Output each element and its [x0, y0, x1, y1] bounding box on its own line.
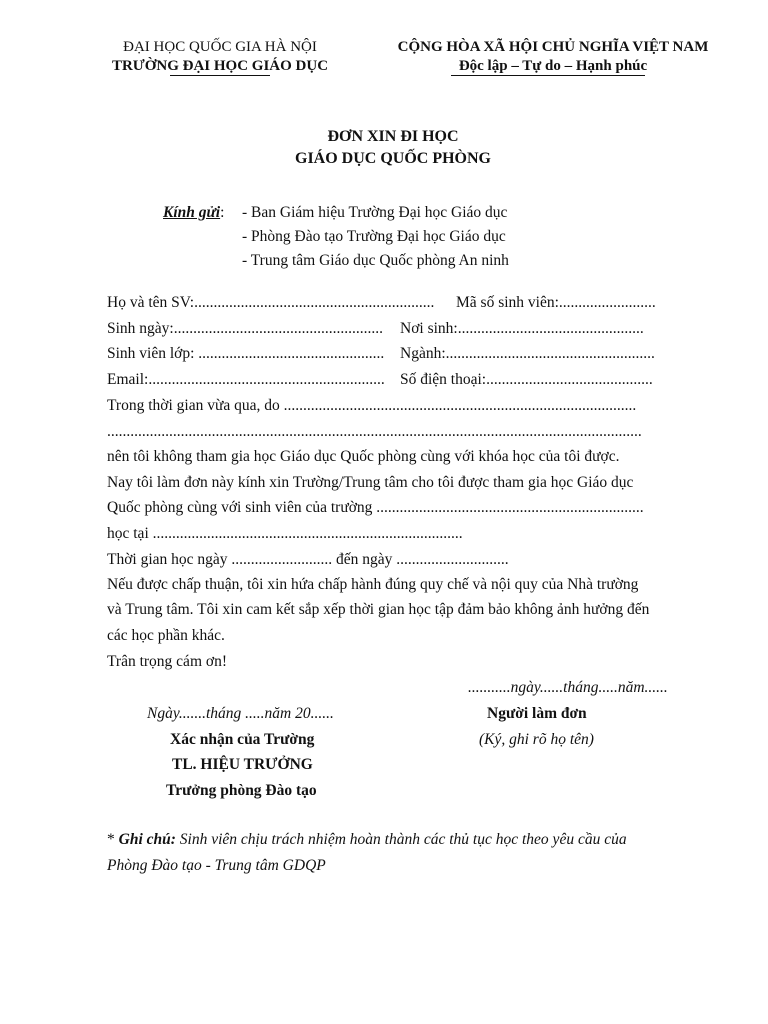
date-right: ...........ngày......tháng.....năm......: [468, 679, 668, 696]
body-line-2: ..........................................................................................................................................: [107, 423, 642, 440]
note-line-1: [107, 830, 627, 850]
body-line-1: Trong thời gian vừa qua, do ...........................................................................................: [107, 397, 637, 414]
body-line-9: và Trung tâm. Tôi xin cam kết sắp xếp thời gian học tập đảm bảo không ảnh hưởng đến: [107, 601, 650, 618]
header-left-underline: [170, 75, 270, 76]
field-class: Sinh viên lớp: ................................................: [107, 345, 385, 362]
recipient-2: - Phòng Đào tạo Trường Đại học Giáo dục: [242, 228, 506, 245]
title-line-2: GIÁO DỤC QUỐC PHÒNG: [295, 150, 491, 167]
body-line-3: nên tôi không tham gia học Giáo dục Quốc phòng cùng với khóa học của tôi được.: [107, 448, 620, 465]
body-line-10: các học phần khác.: [107, 627, 225, 644]
recipient-3: - Trung tâm Giáo dục Quốc phòng An ninh: [242, 252, 509, 269]
body-line-11: Trân trọng cám ơn!: [107, 653, 227, 670]
header-right: [378, 38, 728, 76]
recipients-colon: :: [220, 204, 225, 221]
signatory-office: Trưởng phòng Đào tạo: [166, 782, 317, 799]
school-confirmation: Xác nhận của Trường: [170, 731, 315, 748]
applicant-note: (Ký, ghi rõ họ tên): [479, 731, 594, 748]
body-line-7: Thời gian học ngày .......................... đến ngày .............................: [107, 551, 509, 568]
motto: Độc lập – Tự do – Hạnh phúc: [458, 58, 648, 74]
header-left: [100, 38, 340, 76]
field-student-id: Mã số sinh viên:.........................: [456, 294, 656, 311]
field-birthplace: Nơi sinh:................................................: [400, 320, 644, 337]
field-phone: Số điện thoại:...........................................: [400, 371, 653, 388]
recipients-label: [163, 203, 224, 223]
field-major: Ngành:......................................................: [400, 345, 655, 362]
signatory-title: TL. HIỆU TRƯỞNG: [172, 756, 313, 773]
title-line-1: ĐƠN XIN ĐI HỌC: [327, 128, 459, 145]
note-star: *: [107, 831, 119, 848]
recipient-1: - Ban Giám hiệu Trường Đại học Giáo dục: [242, 204, 508, 221]
university-name: ĐẠI HỌC QUỐC GIA HÀ NỘI: [123, 39, 317, 55]
header-right-underline: [451, 75, 645, 76]
applicant-title: Người làm đơn: [487, 705, 587, 722]
body-line-5: Quốc phòng cùng với sinh viên của trường .....................................................................: [107, 499, 644, 516]
note-text-1: Sinh viên chịu trách nhiệm hoàn thành các thủ tục học theo yêu cầu của: [175, 831, 627, 848]
note-label: Ghi chú:: [118, 831, 176, 848]
field-name: Họ và tên SV:..............................................................: [107, 294, 435, 311]
field-email: Email:.............................................................: [107, 371, 385, 388]
note-line-2: Phòng Đào tạo - Trung tâm GDQP: [107, 857, 326, 874]
date-left: Ngày.......tháng .....năm 20......: [147, 705, 334, 722]
country-name: CỘNG HÒA XÃ HỘI CHỦ NGHĨA VIỆT NAM: [397, 39, 709, 55]
body-line-8: Nếu được chấp thuận, tôi xin hứa chấp hành đúng quy chế và nội quy của Nhà trường: [107, 576, 639, 593]
body-line-4: Nay tôi làm đơn này kính xin Trường/Trung tâm cho tôi được tham gia học Giáo dục: [107, 474, 634, 491]
field-dob: Sinh ngày:......................................................: [107, 320, 383, 337]
school-name: TRƯỜNG ĐẠI HỌC GIÁO DỤC: [111, 58, 329, 74]
recipients-label-text: Kính gửi: [163, 204, 221, 221]
body-line-6: học tại ................................................................................: [107, 525, 463, 542]
document-title: [0, 126, 768, 170]
